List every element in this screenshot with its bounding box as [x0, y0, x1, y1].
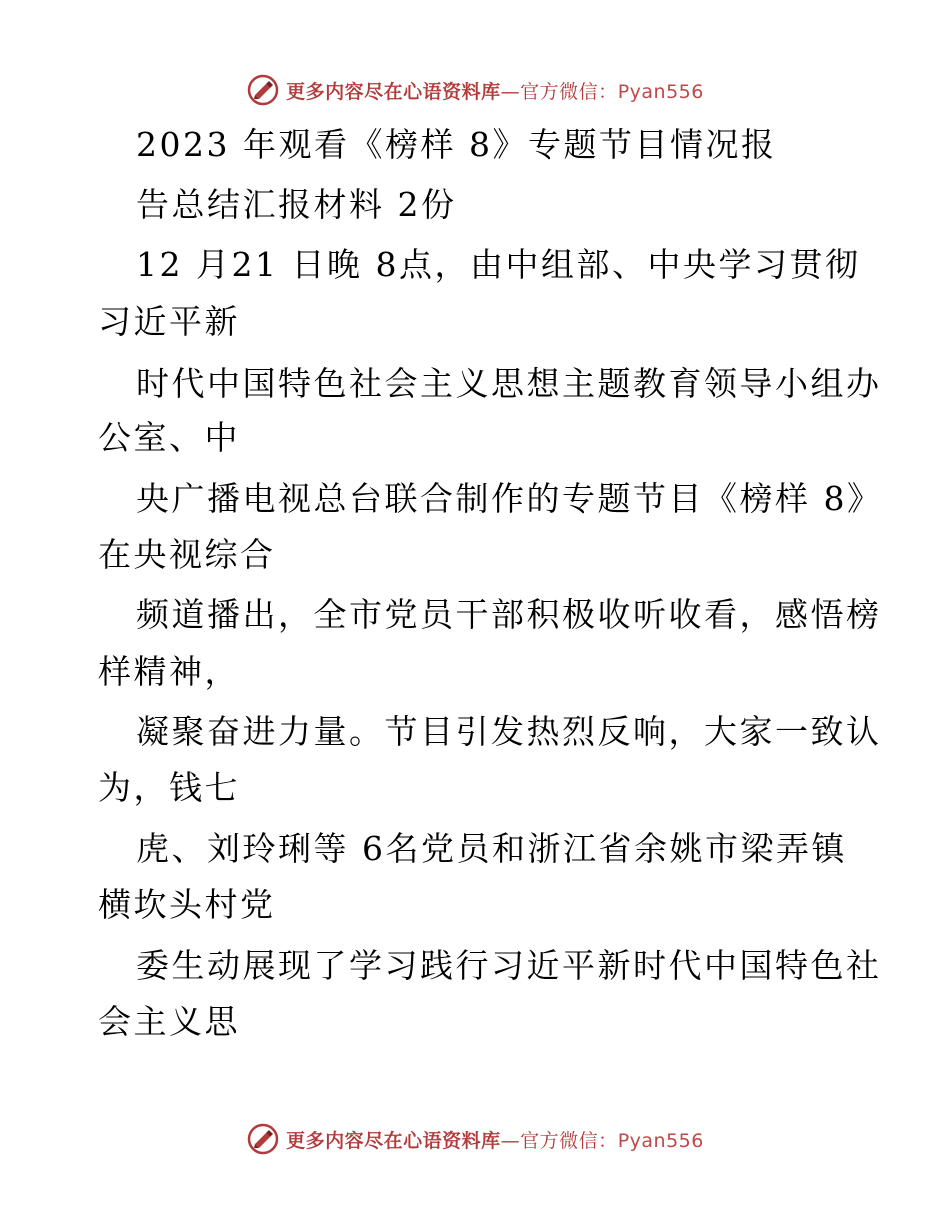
doc-line-1: 2023 年观看《榜样 8》专题节目情况报 [136, 125, 777, 164]
footer-brand-text: 更多内容尽在心语资料库 [286, 1129, 501, 1152]
doc-line-8: 在央视综合 [98, 535, 276, 574]
header-wechat-label: 官方微信： [520, 80, 618, 103]
footer-banner-text [286, 1126, 704, 1153]
footer-wechat-id: Pyan556 [617, 1129, 704, 1152]
header-banner-text [286, 77, 704, 104]
doc-line-16: 会主义思 [98, 1002, 240, 1041]
doc-line-12: 为，钱七 [98, 768, 240, 807]
header-brand-text: 更多内容尽在心语资料库 [286, 80, 501, 103]
footer-banner [0, 1119, 950, 1159]
header-dash: — [500, 80, 521, 103]
doc-line-5: 时代中国特色社会主义思想主题教育领导小组办 [136, 364, 882, 403]
brand-logo-icon [246, 1122, 280, 1156]
brand-logo-icon [246, 73, 280, 107]
doc-line-15: 委生动展现了学习践行习近平新时代中国特色社 [136, 946, 882, 985]
doc-line-3: 12 月21 日晚 8点，由中组部、中央学习贯彻 [136, 245, 861, 284]
doc-line-6: 公室、中 [98, 418, 240, 457]
doc-line-13: 虎、刘玲琍等 6名党员和浙江省余姚市梁弄镇 [136, 829, 847, 868]
doc-line-11: 凝聚奋进力量。节目引发热烈反响，大家一致认 [136, 712, 882, 751]
footer-dash: — [500, 1129, 521, 1152]
doc-line-9: 频道播出，全市党员干部积极收听收看，感悟榜 [136, 595, 882, 634]
header-wechat-id: Pyan556 [617, 80, 704, 103]
doc-line-7: 央广播电视总台联合制作的专题节目《榜样 8》 [136, 479, 883, 518]
footer-wechat-label: 官方微信： [520, 1129, 618, 1152]
header-banner [0, 70, 950, 110]
doc-line-10: 样精神， [98, 652, 240, 691]
doc-line-14: 横坎头村党 [98, 885, 276, 924]
doc-line-2: 告总结汇报材料 2份 [136, 185, 457, 224]
doc-line-4: 习近平新 [98, 302, 240, 341]
